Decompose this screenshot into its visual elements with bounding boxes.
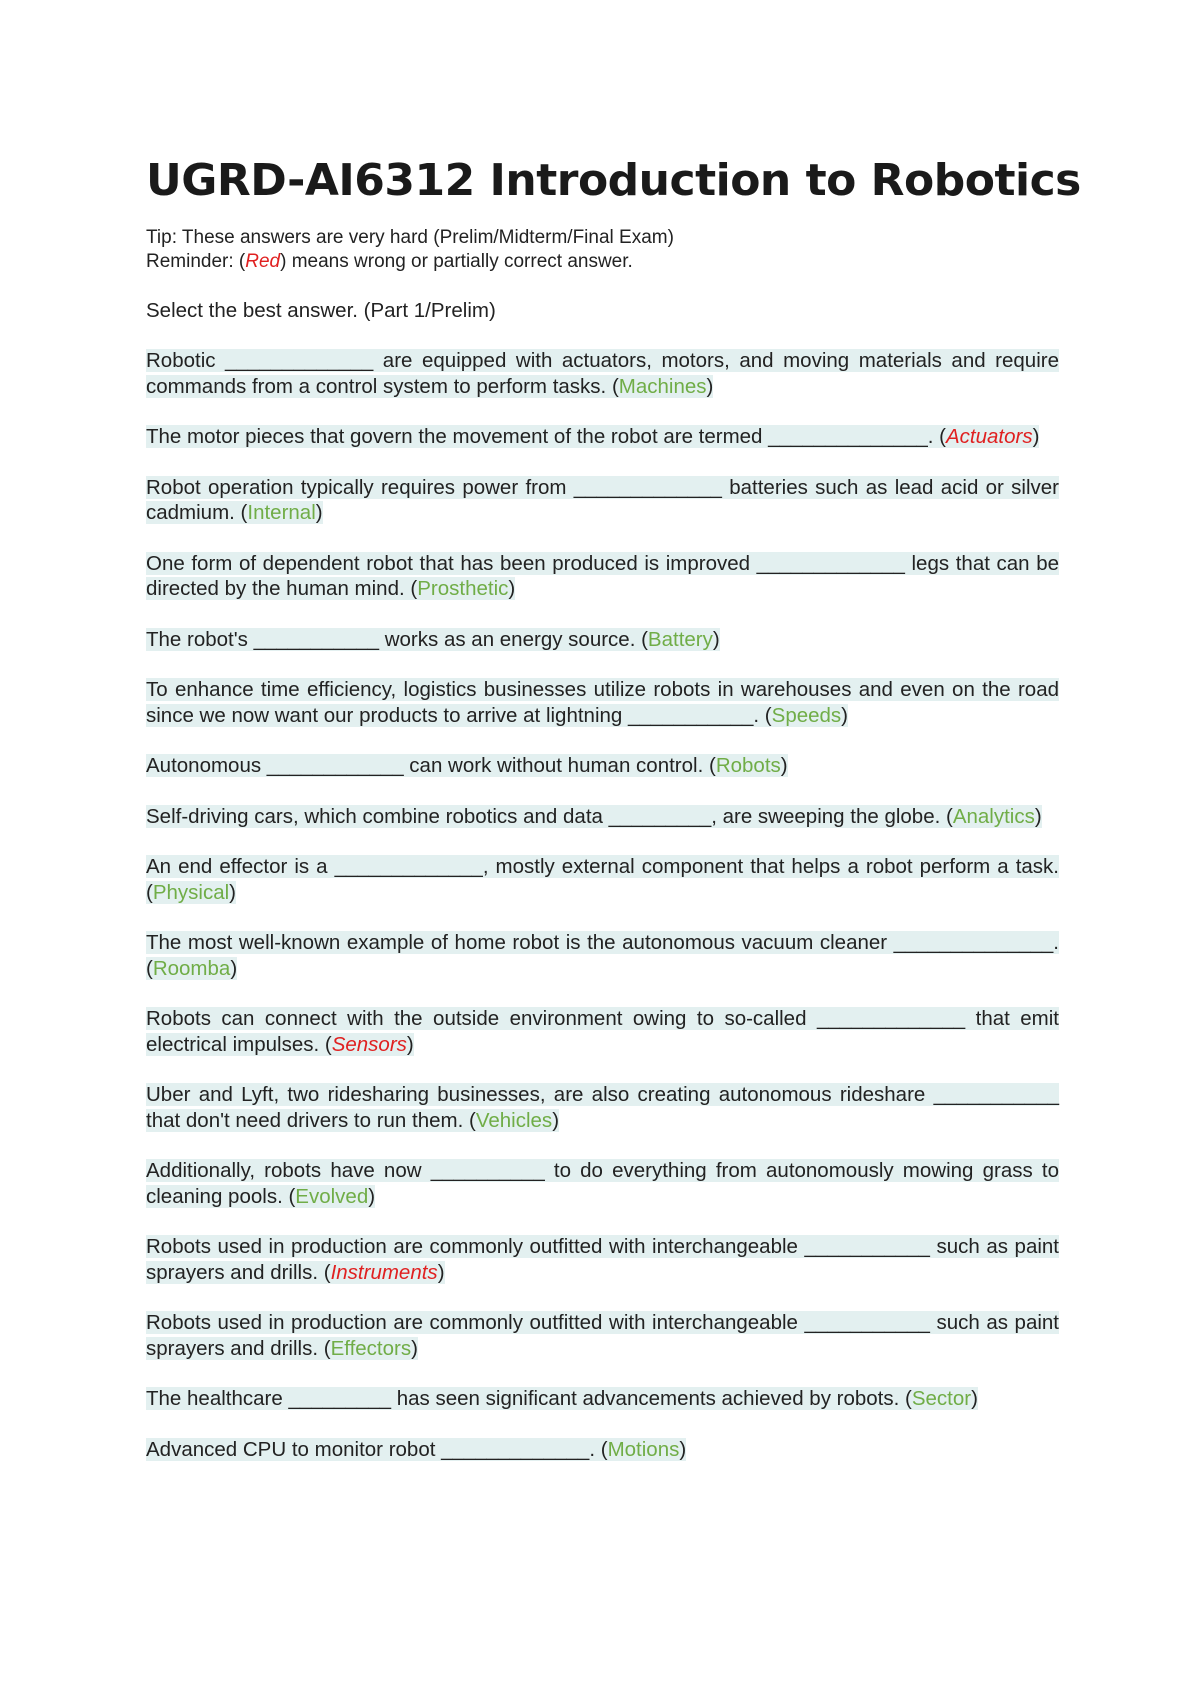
answer-correct: Effectors [330,1336,412,1360]
question-text: The healthcare _________ has seen significant advancements achieved by robots. (Sector) [146,1387,978,1410]
reminder-prefix: Reminder: ( [146,251,246,272]
question-text: Additionally, robots have now __________ to do everything from autonomously mowing grass to cleaning pools. (Evolved) [146,1159,1059,1208]
question-list [146,348,1059,1462]
question-stem: Robots can connect with the outside environment owing to so-called _____________ that emit electrical impulses. [146,1007,1059,1056]
question-text: Uber and Lyft, two ridesharing businesses, are also creating autonomous rideshare ___________ that don't need drivers to run them. (Vehicles) [146,1083,1059,1132]
question-item [146,677,1059,728]
question-stem: Robots used in production are commonly outfitted with interchangeable ___________ such as paint sprayers and drills. [146,1235,1059,1284]
answer-correct: Battery [647,627,713,651]
question-item [146,1310,1059,1361]
question-stem: Uber and Lyft, two ridesharing businesses, are also creating autonomous rideshare ___________ that don't need drivers to run them. [146,1083,1059,1132]
answer-correct: Internal [247,501,316,524]
question-stem: Robots used in production are commonly outfitted with interchangeable ___________ such as paint sprayers and drills. [146,1311,1059,1360]
answer-correct: Analytics [952,804,1035,828]
section-heading: Select the best answer. (Part 1/Prelim) [146,299,496,322]
question-stem: Additionally, robots have now __________ to do everything from autonomously mowing grass to cleaning pools. [146,1159,1059,1208]
question-text: Robots used in production are commonly outfitted with interchangeable ___________ such as paint sprayers and drills. (Effectors) [146,1311,1059,1360]
answer-correct: Speeds [771,703,842,727]
answer-correct: Roomba [152,956,231,980]
question-stem: One form of dependent robot that has been produced is improved _____________ legs that can be directed by the human mind. [146,551,1059,600]
question-stem: Advanced CPU to monitor robot _____________. [146,1437,596,1461]
question-stem: An end effector is a _____________, mostly external component that helps a robot perform a task. [146,855,1059,878]
question-item [146,854,1059,905]
question-item [146,348,1059,399]
answer-wrong: Sensors [331,1032,407,1056]
answer-correct: Vehicles [475,1108,553,1132]
question-item [146,1006,1059,1057]
question-text: The robot's ___________ works as an energy source. (Battery) [146,627,720,651]
question-stem: The most well-known example of home robot is the autonomous vacuum cleaner ______________. [146,931,1059,954]
question-item [146,424,1059,450]
question-item [146,1234,1059,1285]
answer-correct: Motions [607,1437,680,1461]
document-title: UGRD-AI6312 Introduction to Robotics [146,155,1081,206]
question-item [146,627,1059,653]
question-stem: Robot operation typically requires power from _____________ batteries such as lead acid or silver cadmium. [146,475,1059,524]
answer-correct: Prosthetic [417,577,509,600]
answer-correct: Evolved [295,1184,369,1208]
reminder-suffix: ) means wrong or partially correct answer. [280,251,633,272]
answer-wrong: Instruments [330,1260,438,1284]
answer-correct: Physical [152,880,230,904]
question-stem: Robotic _____________ are equipped with actuators, motors, and moving materials and require commands from a control system to perform tasks. [146,349,1059,398]
question-stem: The healthcare _________ has seen significant advancements achieved by robots. [146,1387,900,1410]
question-item [146,475,1059,526]
answer-correct: Sector [911,1387,972,1410]
question-text: Robots used in production are commonly outfitted with interchangeable ___________ such as paint sprayers and drills. (Instruments) [146,1235,1059,1284]
answer-wrong: Actuators [946,425,1033,448]
question-stem: The robot's ___________ works as an energy source. [146,627,636,651]
answer-correct: Robots [715,754,781,777]
question-text: The most well-known example of home robot is the autonomous vacuum cleaner ______________. (Roomba) [146,931,1059,980]
question-text: To enhance time efficiency, logistics businesses utilize robots in warehouses and even on the road since we now want our products to arrive at lightning ___________. (Speeds) [146,678,1059,727]
question-text: One form of dependent robot that has been produced is improved _____________ legs that can be directed by the human mind. (Prosthetic) [146,551,1059,600]
question-text: The motor pieces that govern the movement of the robot are termed ______________. (Actuators) [146,425,1040,448]
question-text: Robot operation typically requires power from _____________ batteries such as lead acid or silver cadmium. (Internal) [146,475,1059,524]
answer-correct: Machines [618,374,707,398]
question-text: Robots can connect with the outside environment owing to so-called _____________ that emit electrical impulses. (Sensors) [146,1007,1059,1056]
question-item [146,551,1059,602]
question-item [146,930,1059,981]
question-text: Self-driving cars, which combine robotics and data _________, are sweeping the globe. (Analytics) [146,804,1042,828]
question-stem: Autonomous ____________ can work without human control. [146,754,704,777]
question-text: Autonomous ____________ can work without human control. (Robots) [146,754,788,777]
document-body [146,150,1081,1462]
question-item [146,1437,1059,1463]
question-item [146,1386,1059,1412]
question-item [146,1158,1059,1209]
question-text: An end effector is a _____________, mostly external component that helps a robot perform a task. (Physical) [146,855,1059,904]
question-text: Advanced CPU to monitor robot _____________. (Motions) [146,1437,687,1461]
question-stem: To enhance time efficiency, logistics businesses utilize robots in warehouses and even on the road since we now want our products to arrive at lightning ___________. [146,678,1059,727]
reminder-red-word: Red [245,251,281,272]
question-text: Robotic _____________ are equipped with actuators, motors, and moving materials and require commands from a control system to perform tasks. (Machines) [146,349,1059,398]
question-stem: Self-driving cars, which combine robotics and data _________, are sweeping the globe. [146,804,941,828]
question-item [146,1082,1059,1133]
tip-block [146,226,1059,274]
question-stem: The motor pieces that govern the movement of the robot are termed ______________. [146,425,934,448]
question-item [146,753,1059,779]
tip-line: Tip: These answers are very hard (Prelim/Midterm/Final Exam) [146,227,674,248]
question-item [146,804,1059,830]
reminder-line [146,250,1059,274]
